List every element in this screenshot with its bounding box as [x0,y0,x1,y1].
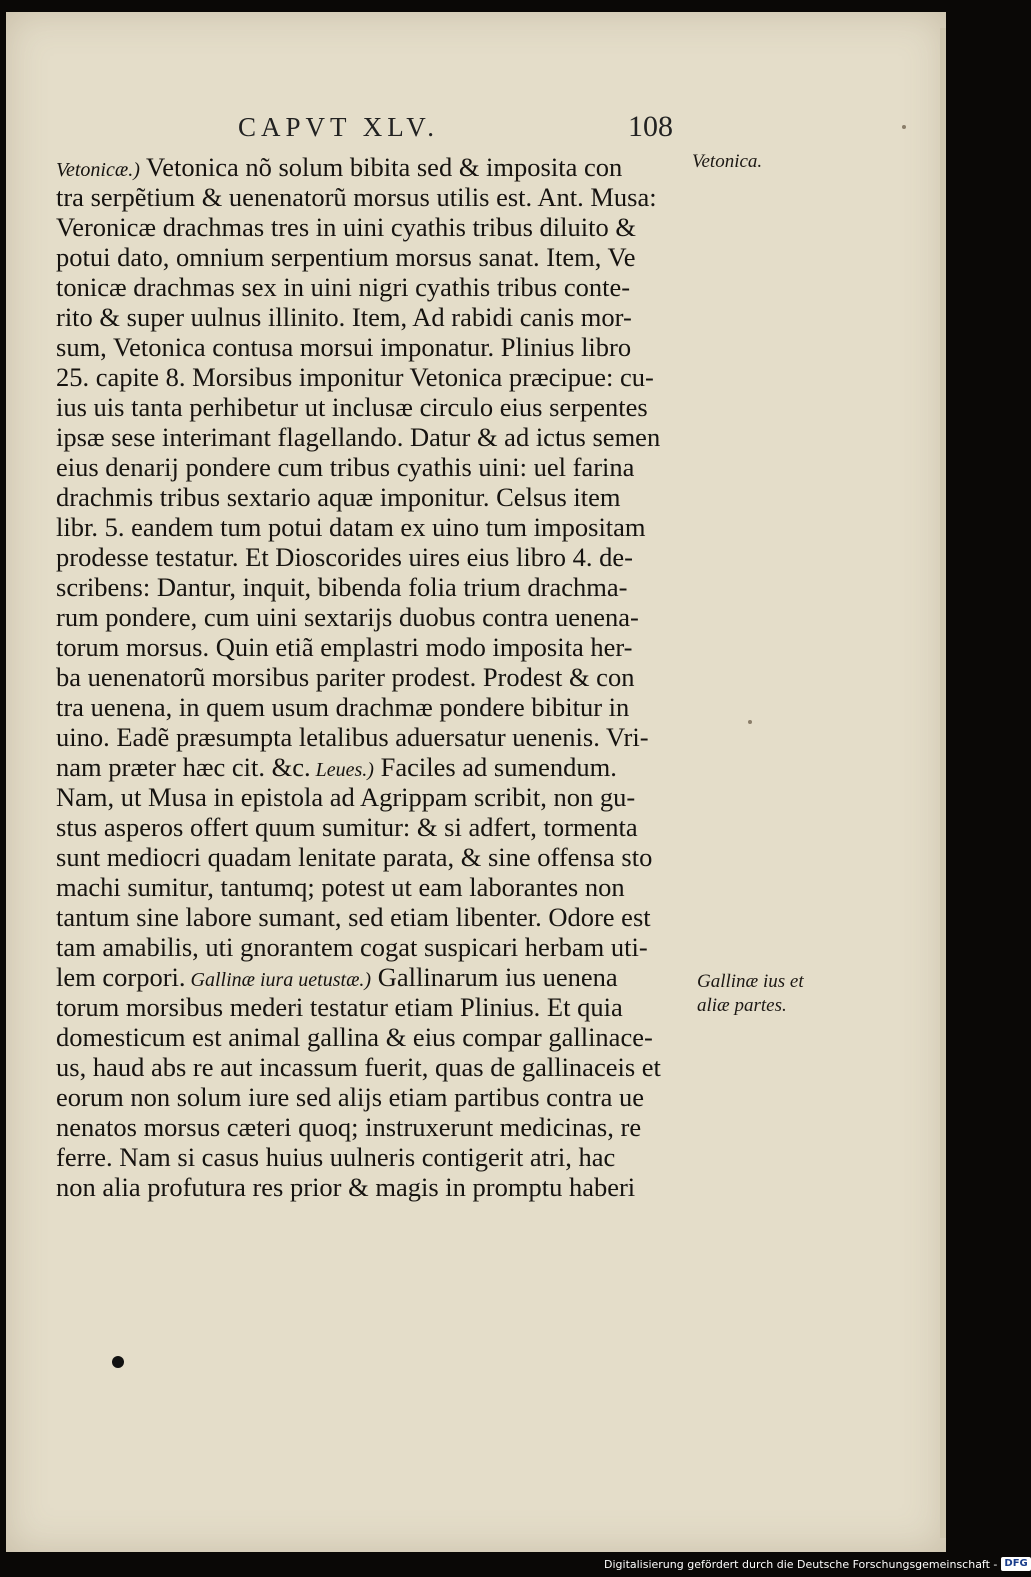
text-line [56,932,706,962]
line-text: ius uis tanta perhibetur ut inclusæ circulo eius serpentes [56,392,648,422]
line-text: 25. capite 8. Morsibus imponitur Vetonica præcipue: cu- [56,362,654,392]
text-line [56,422,706,452]
digitization-credit [604,1556,1031,1572]
text-line [56,752,706,782]
line-text: domesticum est animal gallina & eius compar gallinace- [56,1022,653,1052]
line-text: ipsæ sese interimant flagellando. Datur & ad ictus semen [56,422,661,452]
line-text-tail: Gallinarum ius uenena [371,962,618,992]
line-text: Vetonica nõ solum bibita sed & imposita con [139,152,623,182]
text-line [56,872,706,902]
line-text: tra uenena, in quem usum drachmæ pondere bibitur in [56,692,630,722]
paper-speck [902,125,906,129]
text-line [56,242,706,272]
text-line [56,212,706,242]
text-line [56,782,706,812]
text-line [56,392,706,422]
text-line [56,182,706,212]
text-line [56,482,706,512]
line-text: torum morsus. Quin etiã emplastri modo imposita her- [56,632,633,662]
text-line [56,1052,706,1082]
text-line [56,272,706,302]
line-text: libr. 5. eandem tum potui datam ex uino tum impositam [56,512,646,542]
line-text: scribens: Dantur, inquit, bibenda folia trium drachma- [56,572,628,602]
line-text: ba uenenatorũ morsibus pariter prodest. Prodest & con [56,662,635,692]
line-text: tam amabilis, uti gnorantem cogat suspicari herbam uti- [56,932,648,962]
text-line [56,632,706,662]
line-text: potui dato, omnium serpentium morsus sanat. Item, Ve [56,242,636,272]
text-line [56,992,706,1022]
line-text: ferre. Nam si casus huius uulneris contigerit atri, hac [56,1142,616,1172]
margin-note-gallina-line2: aliæ partes. [697,995,787,1016]
lemma-italic: Gallinæ iura uetustæ.) [185,969,372,991]
lemma-italic: Leues.) [310,759,374,781]
text-line [56,722,706,752]
line-text: Nam, ut Musa in epistola ad Agrippam scribit, non gu- [56,782,636,812]
line-text: us, haud abs re aut incassum fuerit, quas de gallinaceis et [56,1052,661,1082]
line-text: eorum non solum iure sed alijs etiam partibus contra ue [56,1082,645,1112]
text-line [56,332,706,362]
text-line [56,1142,706,1172]
text-line [56,1112,706,1142]
text-line [56,302,706,332]
line-text: prodesse testatur. Et Dioscorides uires eius libro 4. de- [56,542,633,572]
line-text: drachmis tribus sextario aquæ imponitur. Celsus item [56,482,621,512]
text-line [56,662,706,692]
text-line [56,542,706,572]
line-text: sum, Vetonica contusa morsui imponatur. Plinius libro [56,332,632,362]
line-text: Veronicæ drachmas tres in uini cyathis tribus diluito & [56,212,636,242]
text-line [56,1022,706,1052]
text-line [56,1172,706,1202]
line-text: nam præter hæc cit. &c. [56,752,311,782]
text-line [56,602,706,632]
line-text: lem corpori. [56,962,186,992]
text-line [56,962,706,992]
text-line [56,812,706,842]
line-text: tantum sine labore sumant, sed etiam libenter. Odore est [56,902,651,932]
main-text-block [56,152,706,1202]
line-text: tra serpẽtium & uenenatorũ morsus utilis est. Ant. Musa: [56,182,657,212]
line-text: non alia profutura res prior & magis in promptu haberi [56,1172,636,1202]
line-text: rum pondere, cum uini sextarijs duobus contra uenena- [56,602,639,632]
line-text: rito & super uulnus illinito. Item, Ad rabidi canis mor- [56,302,632,332]
line-text: eius denarij pondere cum tribus cyathis uini: uel farina [56,452,635,482]
running-title: CAPVT XLV. [238,112,440,142]
text-line [56,452,706,482]
lemma-italic: Vetonicæ.) [56,159,140,181]
line-text: torum morsibus mederi testatur etiam Plinius. Et quia [56,992,623,1022]
text-line [56,152,706,182]
line-text: machi sumitur, tantumq; potest ut eam laborantes non [56,872,625,902]
text-line [56,1082,706,1112]
text-line [56,842,706,872]
text-line [56,902,706,932]
margin-note-gallina-line1: Gallinæ ius et [697,971,804,992]
line-text: sunt mediocri quadam lenitate parata, & sine offensa sto [56,842,653,872]
margin-note-vetonica: Vetonica. [692,151,763,172]
page-edge [940,28,946,1538]
line-text: tonicæ drachmas sex in uini nigri cyathis tribus conte- [56,272,631,302]
text-line [56,572,706,602]
paper-speck [748,720,752,724]
margin-note-gallina [697,970,804,1018]
text-line [56,362,706,392]
line-text: nenatos morsus cæteri quoq; instruxerunt medicinas, re [56,1112,642,1142]
line-text: uino. Eadẽ præsumpta letalibus aduersatur uenenis. Vri- [56,722,649,752]
ink-blot [112,1356,124,1368]
text-line [56,512,706,542]
line-text: stus asperos offert quum sumitur: & si adfert, tormenta [56,812,638,842]
line-text-tail: Faciles ad sumendum. [373,752,617,782]
page-number: 108 [628,110,673,143]
dfg-logo: DFG [1001,1557,1030,1571]
text-line [56,692,706,722]
credit-text: Digitalisierung gefördert durch die Deutsche Forschungsgemeinschaft - [604,1557,998,1571]
